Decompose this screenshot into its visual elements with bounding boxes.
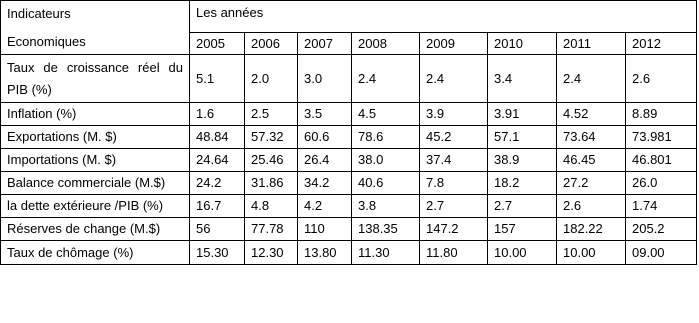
value-cell: 26.4 (298, 149, 352, 172)
value-cell: 4.2 (298, 195, 352, 218)
value-cell: 3.4 (488, 55, 557, 103)
value-cell: 2.6 (626, 55, 697, 103)
value-cell: 3.91 (488, 103, 557, 126)
table-header-row (1, 1, 697, 33)
value-cell: 38.0 (352, 149, 420, 172)
value-cell: 73.981 (626, 126, 697, 149)
year-cell: 2007 (298, 33, 352, 55)
value-cell: 2.5 (245, 103, 298, 126)
value-cell: 31.86 (245, 172, 298, 195)
value-cell: 2.4 (420, 55, 488, 103)
value-cell: 57.32 (245, 126, 298, 149)
value-cell: 46.801 (626, 149, 697, 172)
value-cell: 3.0 (298, 55, 352, 103)
table-row (1, 218, 697, 241)
value-cell: 2.4 (557, 55, 626, 103)
gdp-label-line2: PIB (%) (7, 81, 52, 97)
indicator-header-cell (1, 1, 190, 55)
value-cell: 182.22 (557, 218, 626, 241)
value-cell: 34.2 (298, 172, 352, 195)
row-label-cell: Réserves de change (M.$) (1, 218, 190, 241)
value-cell: 10.00 (557, 241, 626, 265)
value-cell: 16.7 (190, 195, 245, 218)
value-cell: 1.74 (626, 195, 697, 218)
value-cell: 8.89 (626, 103, 697, 126)
year-cell: 2006 (245, 33, 298, 55)
value-cell: 38.9 (488, 149, 557, 172)
value-cell: 1.6 (190, 103, 245, 126)
value-cell: 77.78 (245, 218, 298, 241)
value-cell: 205.2 (626, 218, 697, 241)
value-cell: 37.4 (420, 149, 488, 172)
value-cell: 46.45 (557, 149, 626, 172)
value-cell: 27.2 (557, 172, 626, 195)
years-header-cell: Les années (190, 1, 697, 33)
year-cell: 2008 (352, 33, 420, 55)
value-cell: 2.7 (488, 195, 557, 218)
year-cell: 2010 (488, 33, 557, 55)
value-cell: 157 (488, 218, 557, 241)
row-label-cell: Taux de chômage (%) (1, 241, 190, 265)
table-row (1, 172, 697, 195)
table-row (1, 149, 697, 172)
value-cell: 3.8 (352, 195, 420, 218)
value-cell: 57.1 (488, 126, 557, 149)
value-cell: 24.64 (190, 149, 245, 172)
year-cell: 2009 (420, 33, 488, 55)
value-cell: 110 (298, 218, 352, 241)
row-label-cell: Balance commerciale (M.$) (1, 172, 190, 195)
year-cell: 2012 (626, 33, 697, 55)
value-cell: 40.6 (352, 172, 420, 195)
value-cell: 11.30 (352, 241, 420, 265)
value-cell: 25.46 (245, 149, 298, 172)
year-cell: 2005 (190, 33, 245, 55)
value-cell: 24.2 (190, 172, 245, 195)
value-cell: 4.5 (352, 103, 420, 126)
indicator-header-line2: Economiques (7, 34, 86, 49)
value-cell: 13.80 (298, 241, 352, 265)
row-label-cell: Importations (M. $) (1, 149, 190, 172)
value-cell: 138.35 (352, 218, 420, 241)
value-cell: 2.6 (557, 195, 626, 218)
value-cell: 15.30 (190, 241, 245, 265)
value-cell: 3.9 (420, 103, 488, 126)
value-cell: 09.00 (626, 241, 697, 265)
value-cell: 18.2 (488, 172, 557, 195)
value-cell: 10.00 (488, 241, 557, 265)
value-cell: 2.7 (420, 195, 488, 218)
value-cell: 147.2 (420, 218, 488, 241)
table-row (1, 241, 697, 265)
value-cell: 2.0 (245, 55, 298, 103)
table-row (1, 55, 697, 103)
indicator-header-line1: Indicateurs (7, 6, 71, 21)
value-cell: 4.8 (245, 195, 298, 218)
row-label-cell: Inflation (%) (1, 103, 190, 126)
gdp-label-cell (1, 55, 190, 103)
row-label-cell: la dette extérieure /PIB (%) (1, 195, 190, 218)
value-cell: 60.6 (298, 126, 352, 149)
table-row (1, 126, 697, 149)
value-cell: 12.30 (245, 241, 298, 265)
table-row (1, 103, 697, 126)
value-cell: 5.1 (190, 55, 245, 103)
value-cell: 78.6 (352, 126, 420, 149)
row-label-cell: Exportations (M. $) (1, 126, 190, 149)
value-cell: 56 (190, 218, 245, 241)
year-cell: 2011 (557, 33, 626, 55)
value-cell: 73.64 (557, 126, 626, 149)
value-cell: 45.2 (420, 126, 488, 149)
gdp-label-line1: Taux de croissance réel du (7, 59, 183, 75)
value-cell: 2.4 (352, 55, 420, 103)
value-cell: 4.52 (557, 103, 626, 126)
table-row (1, 195, 697, 218)
value-cell: 48.84 (190, 126, 245, 149)
value-cell: 11.80 (420, 241, 488, 265)
value-cell: 7.8 (420, 172, 488, 195)
value-cell: 26.0 (626, 172, 697, 195)
value-cell: 3.5 (298, 103, 352, 126)
